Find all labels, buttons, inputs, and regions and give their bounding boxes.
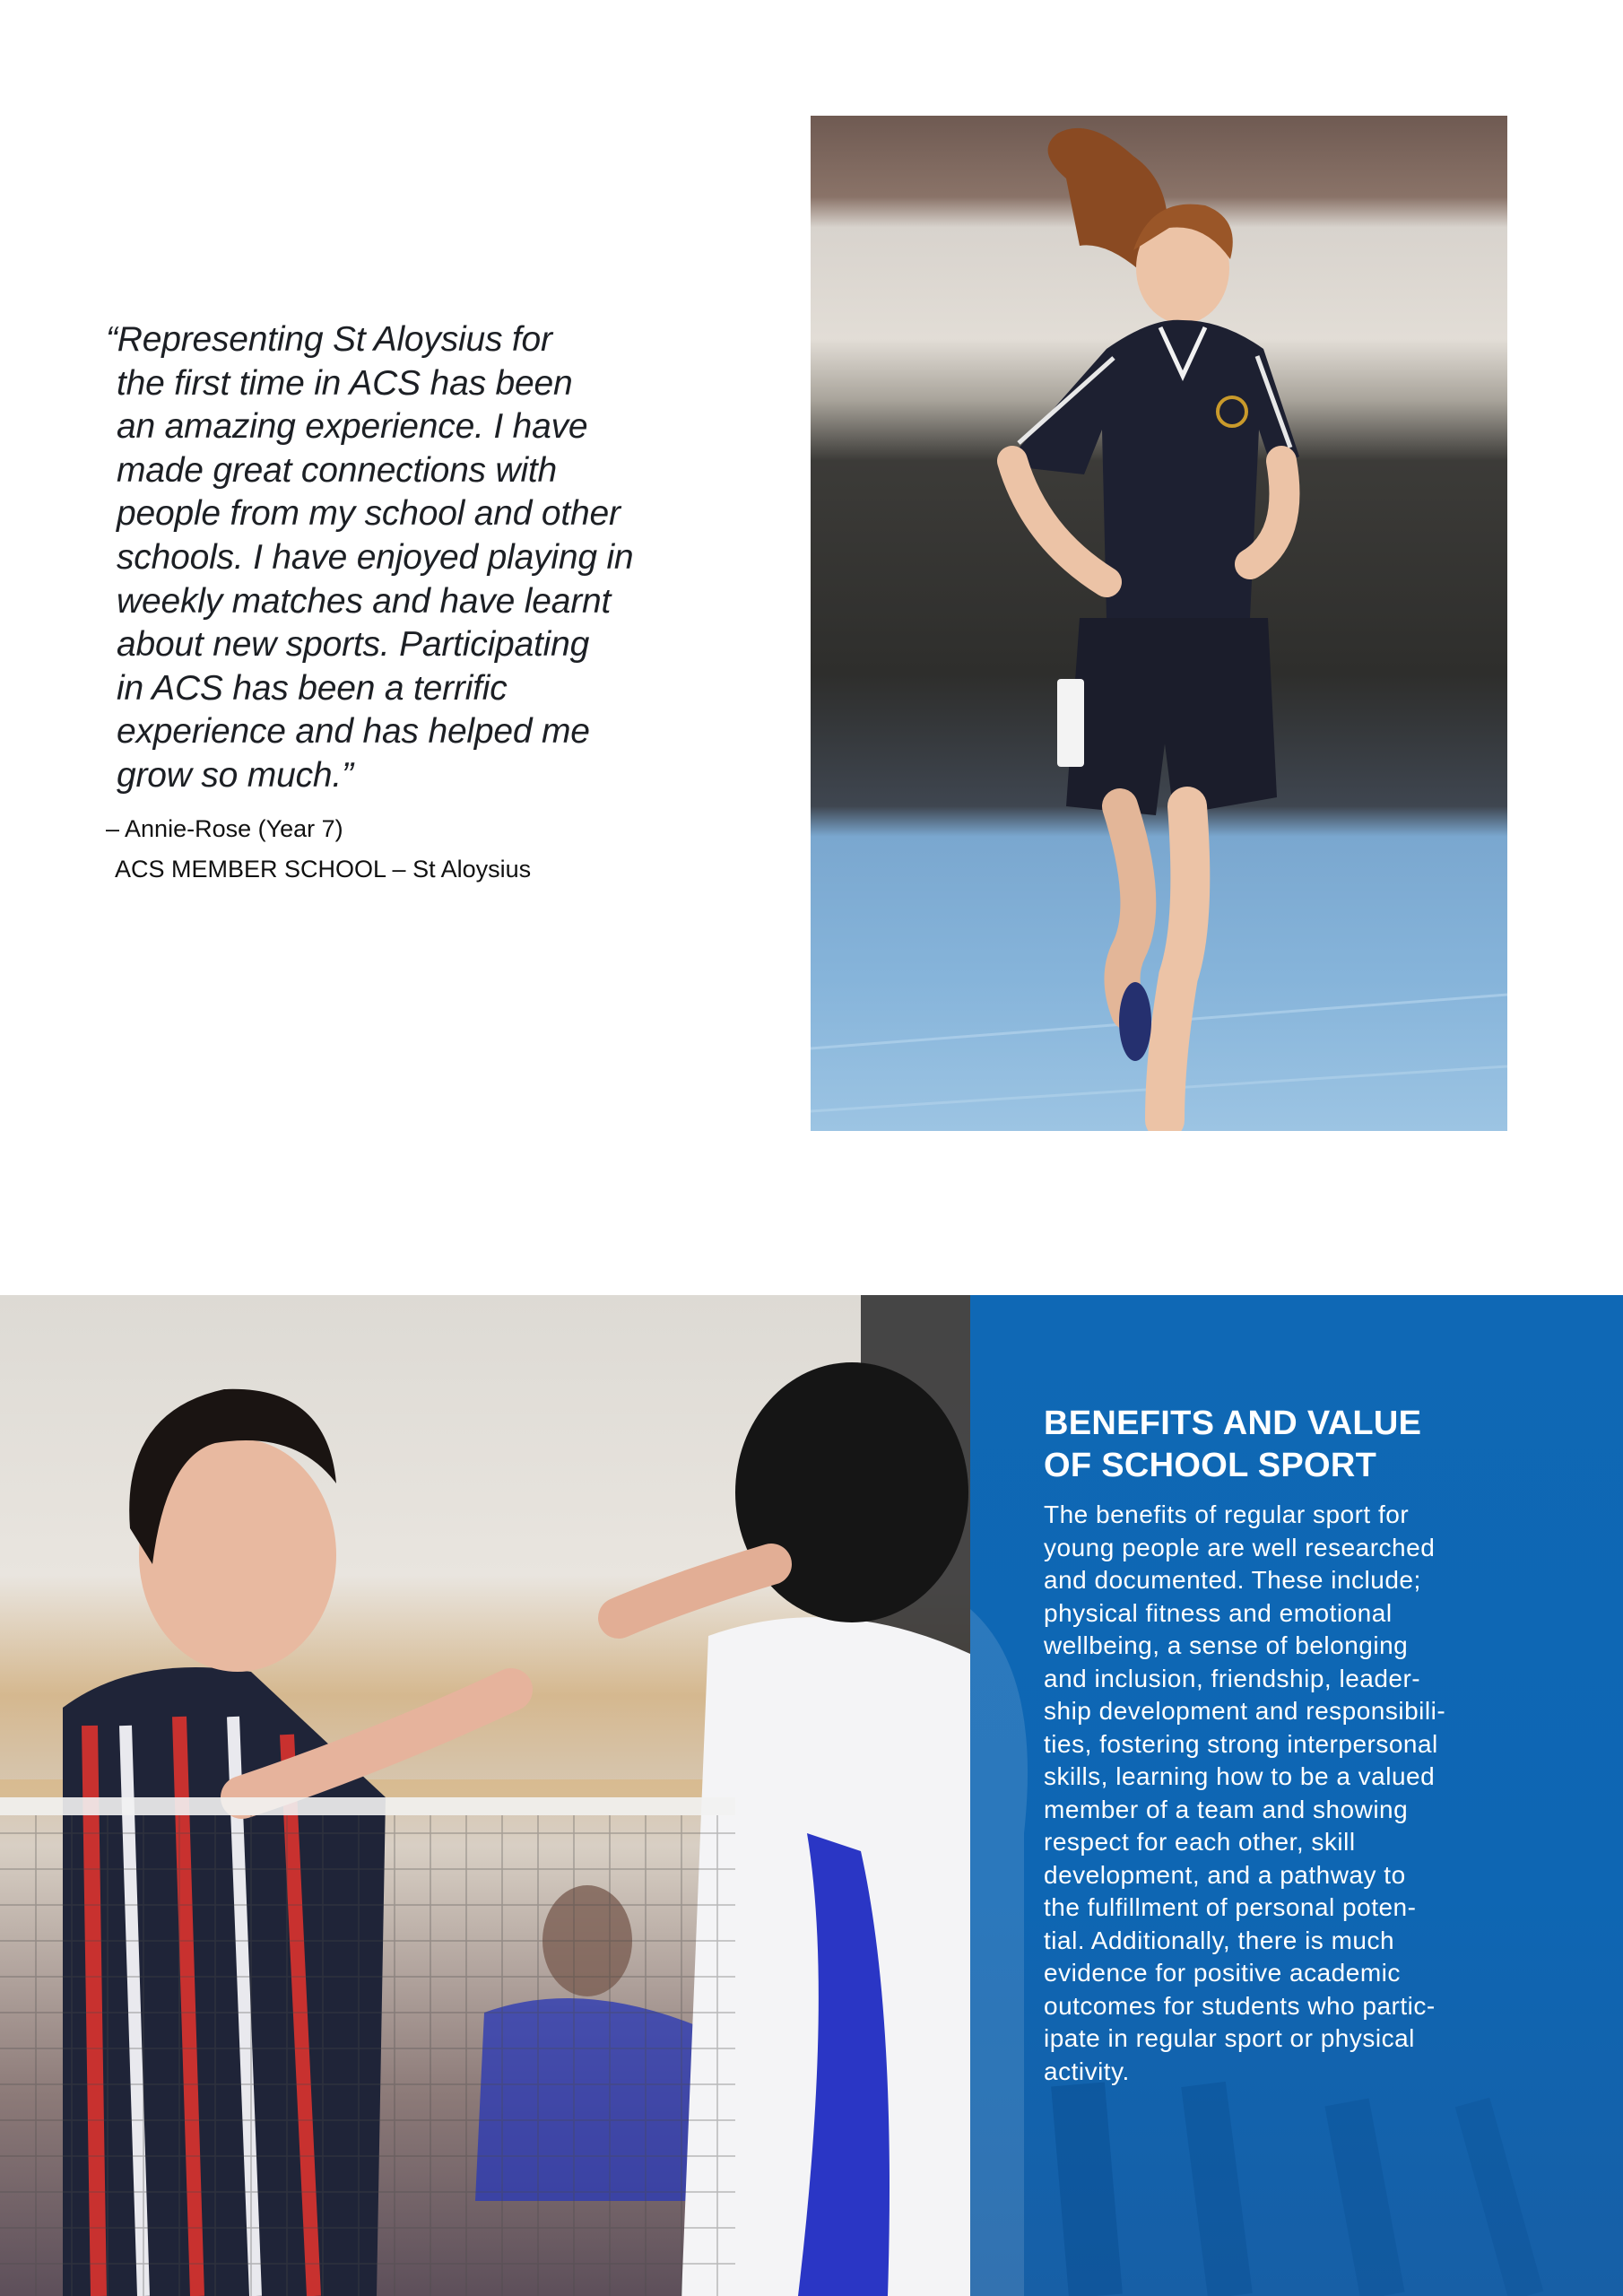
quote-line: people from my school and other: [117, 494, 621, 534]
body-line: respect for each other, skill: [1044, 1828, 1356, 1856]
body-line: and documented. These include;: [1044, 1566, 1421, 1594]
body-line: member of a team and showing: [1044, 1795, 1409, 1823]
body-line: ipate in regular sport or physical: [1044, 2024, 1415, 2052]
benefits-panel: [970, 1295, 1623, 2296]
quote-line: “Representing St Aloysius for: [106, 320, 552, 359]
testimonial-author: – Annie-Rose (Year 7): [106, 814, 343, 842]
body-line: evidence for positive academic: [1044, 1959, 1401, 1987]
body-line: the fulfillment of personal poten-: [1044, 1893, 1417, 1921]
testimonial-attribution: [106, 809, 680, 890]
bottom-band: [0, 1295, 1623, 2296]
handshake-illustration: [0, 1295, 970, 2296]
body-line: The benefits of regular sport for: [1044, 1500, 1410, 1528]
body-line: and inclusion, friendship, leader-: [1044, 1664, 1421, 1692]
body-line: tial. Additionally, there is much: [1044, 1926, 1395, 1954]
quote-line: weekly matches and have learnt: [117, 581, 612, 621]
body-line: development, and a pathway to: [1044, 1860, 1406, 1889]
body-line: young people are well researched: [1044, 1533, 1436, 1561]
body-line: ship development and responsibili-: [1044, 1697, 1446, 1725]
quote-line: experience and has helped me: [117, 712, 590, 752]
heading-line: OF SCHOOL SPORT: [1044, 1447, 1377, 1484]
testimonial-quote-block: [106, 318, 680, 890]
body-line: wellbeing, a sense of belonging: [1044, 1631, 1409, 1659]
body-line: physical fitness and emotional: [1044, 1598, 1393, 1627]
testimonial-school: ACS MEMBER SCHOOL – St Aloysius: [115, 855, 532, 883]
quote-line: about new sports. Participating: [117, 625, 590, 665]
body-line: outcomes for students who partic-: [1044, 1991, 1436, 2020]
testimonial-quote: [106, 318, 680, 798]
runner-illustration: [811, 116, 1507, 1131]
body-line: skills, learning how to be a valued: [1044, 1762, 1436, 1790]
quote-line: made great connections with: [117, 450, 558, 490]
quote-line: schools. I have enjoyed playing in: [117, 537, 634, 577]
quote-line: an amazing experience. I have: [117, 407, 588, 447]
benefits-heading: [1044, 1403, 1546, 1487]
heading-line: BENEFITS AND VALUE: [1044, 1405, 1422, 1442]
quote-line: the first time in ACS has been: [117, 363, 573, 403]
body-line: activity.: [1044, 2057, 1130, 2085]
body-line: ties, fostering strong interpersonal: [1044, 1729, 1438, 1758]
quote-line: in ACS has been a terrific: [117, 668, 508, 708]
handshake-photo: [0, 1295, 970, 2296]
runner-photo: [811, 116, 1507, 1131]
quote-line: grow so much.”: [117, 755, 353, 795]
benefits-body: [1044, 1499, 1546, 2088]
